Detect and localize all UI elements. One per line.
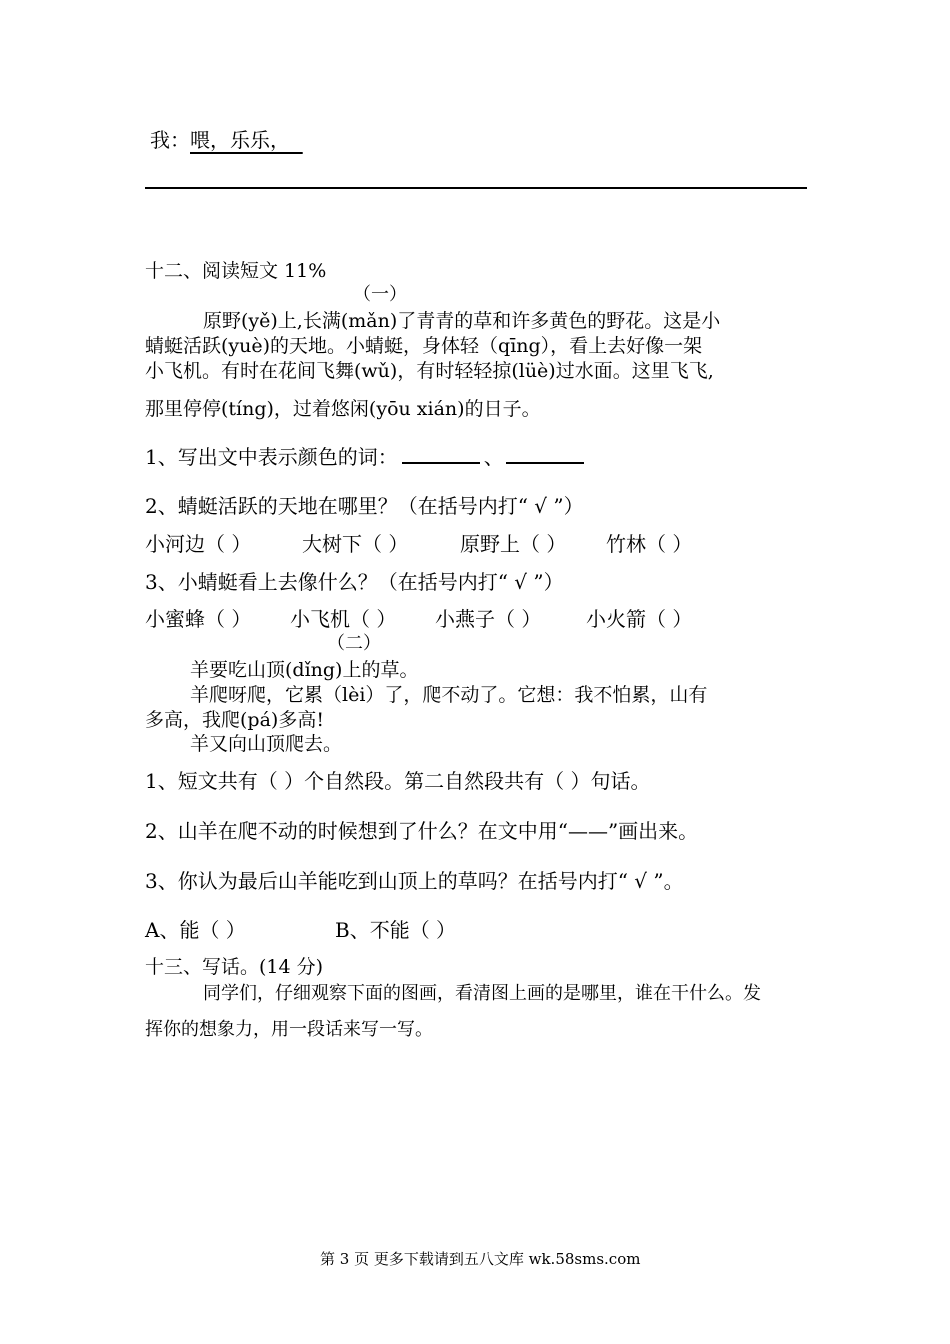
question-2-option-2[interactable]: 大树下（ ） xyxy=(302,532,409,556)
dialog-reply-blank xyxy=(290,128,303,152)
passage2-line-4: 羊又向山顶爬去。 xyxy=(190,733,343,755)
question-2-option-3[interactable]: 原野上（ ） xyxy=(460,532,567,556)
question-3-option-1[interactable]: 小蜜蜂（ ） xyxy=(145,607,252,631)
question-1-text: 1、写出文中表示颜色的词： xyxy=(145,445,398,469)
color-word-blank-2[interactable] xyxy=(506,461,584,464)
question-2-option-1[interactable]: 小河边（ ） xyxy=(145,532,252,556)
question-2-option-4[interactable]: 竹林（ ） xyxy=(606,532,693,556)
answer-line xyxy=(145,187,807,189)
question-3-option-3[interactable]: 小燕子（ ） xyxy=(435,607,542,631)
passage2-line-3: 多高，我爬(pá)多高! xyxy=(145,709,324,731)
section13-line-1: 同学们，仔细观察下面的图画，看清图上画的是哪里，谁在干什么。发 xyxy=(203,983,761,1004)
passage2-line-2: 羊爬呀爬，它累（lèi）了，爬不动了。它想：我不怕累，山有 xyxy=(190,684,708,706)
part2-question-2: 2、山羊在爬不动的时候想到了什么？在文中用“——”画出来。 xyxy=(145,819,699,843)
question-3-option-2[interactable]: 小飞机（ ） xyxy=(290,607,397,631)
dialog-line xyxy=(150,124,303,153)
page-footer: 第 3 页 更多下载请到五八文库 wk.58sms.com xyxy=(320,1250,641,1268)
passage1-line-3: 小飞机。有时在花间飞舞(wǔ)，有时轻轻掠(lüè)过水面。这里飞飞, xyxy=(145,360,714,382)
passage1-line-2: 蜻蜓活跃(yuè)的天地。小蜻蜓，身体轻（qīng），看上去好像一架 xyxy=(145,335,703,357)
section12-heading: 十二、阅读短文 11% xyxy=(145,260,327,282)
part2-option-a[interactable]: A、能（ ） xyxy=(145,918,246,942)
question-1-sep: 、 xyxy=(483,445,504,469)
dialog-speaker: 我： xyxy=(150,128,190,152)
passage1-line-4: 那里停停(tíng)，过着悠闲(yōu xián)的日子。 xyxy=(145,398,541,420)
dialog-reply: 喂，乐乐， xyxy=(190,128,290,152)
question-1 xyxy=(145,441,588,470)
question-3-option-4[interactable]: 小火箭（ ） xyxy=(586,607,693,631)
question-2: 2、蜻蜓活跃的天地在哪里？（在括号内打“ √ ”） xyxy=(145,494,584,518)
passage1-line-1: 原野(yě)上,长满(mǎn)了青青的草和许多黄色的野花。这是小 xyxy=(203,310,721,332)
color-word-blank-1[interactable] xyxy=(402,461,480,464)
section13-heading: 十三、写话。(14 分) xyxy=(145,956,324,978)
passage2-line-1: 羊要吃山顶(dǐng)上的草。 xyxy=(190,659,419,681)
part2-label: （二） xyxy=(327,633,381,654)
part2-question-3: 3、你认为最后山羊能吃到山顶上的草吗？在括号内打“ √ ”。 xyxy=(145,869,684,893)
part2-question-1: 1、短文共有（ ）个自然段。第二自然段共有（ ）句话。 xyxy=(145,769,651,793)
part1-label: （一） xyxy=(353,284,407,305)
section13-line-2: 挥你的想象力，用一段话来写一写。 xyxy=(145,1019,433,1040)
question-3: 3、小蜻蜓看上去像什么？（在括号内打“ √ ”） xyxy=(145,570,564,594)
part2-option-b[interactable]: B、不能（ ） xyxy=(335,918,457,942)
